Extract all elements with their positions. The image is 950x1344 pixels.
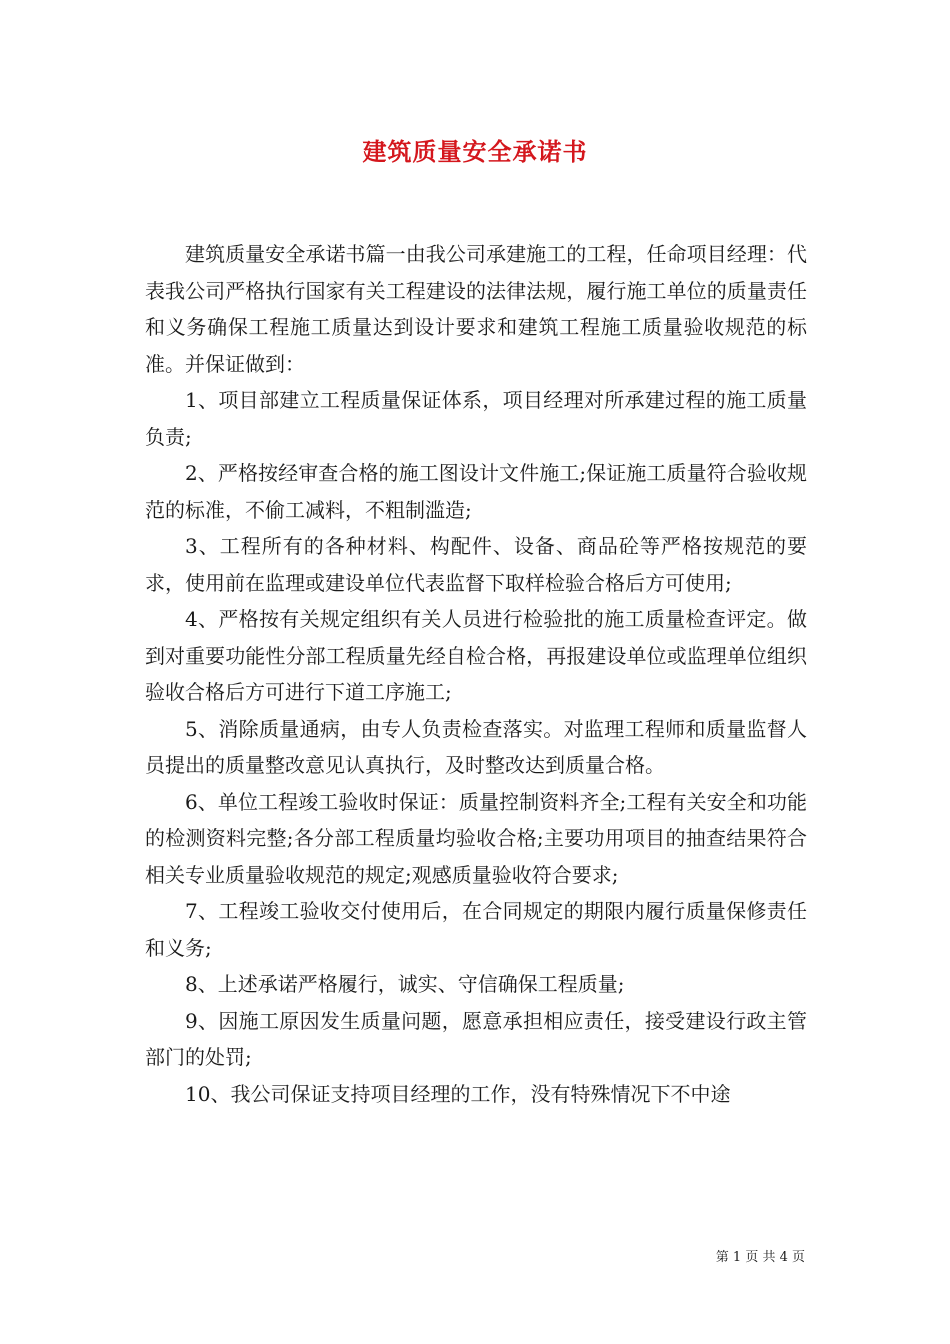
commitment-item-1: 1、项目部建立工程质量保证体系，项目经理对所承建过程的施工质量负责;	[145, 388, 807, 449]
commitment-item-2: 2、严格按经审查合格的施工图设计文件施工;保证施工质量符合验收规范的标准，不偷工减料，不粗制滥造;	[145, 461, 807, 522]
commitment-item-6: 6、单位工程竣工验收时保证：质量控制资料齐全;工程有关安全和功能的检测资料完整;各分部工程质量均验收合格;主要功用项目的抽查结果符合相关专业质量验收规范的规定;观感质量验收符合要求;	[145, 789, 807, 887]
document-body	[145, 236, 807, 1112]
page-number: 第 1 页 共 4 页	[715, 1250, 805, 1265]
commitment-item-3: 3、工程所有的各种材料、构配件、设备、商品砼等严格按规范的要求，使用前在监理或建设单位代表监督下取样检验合格后方可使用;	[145, 534, 807, 595]
commitment-item-4: 4、严格按有关规定组织有关人员进行检验批的施工质量检查评定。做到对重要功能性分部工程质量先经自检合格，再报建设单位或监理单位组织验收合格后方可进行下道工序施工;	[145, 607, 807, 704]
commitment-item-8: 8、上述承诺严格履行，诚实、守信确保工程质量;	[185, 972, 625, 996]
intro-paragraph: 建筑质量安全承诺书篇一由我公司承建施工的工程，任命项目经理：代表我公司严格执行国家有关工程建设的法律法规，履行施工单位的质量责任和义务确保工程施工质量达到设计要求和建筑工程施工质量验收规范的标准。并保证做到：	[145, 242, 807, 376]
commitment-item-10: 10、我公司保证支持项目经理的工作，没有特殊情况下不中途	[185, 1081, 731, 1106]
commitment-item-5: 5、消除质量通病，由专人负责检查落实。对监理工程师和质量监督人员提出的质量整改意见认真执行，及时整改达到质量合格。	[145, 716, 807, 777]
commitment-item-7: 7、工程竣工验收交付使用后，在合同规定的期限内履行质量保修责任和义务;	[145, 899, 807, 960]
document-title: 建筑质量安全承诺书	[362, 137, 588, 166]
commitment-item-9: 9、因施工原因发生质量问题，愿意承担相应责任，接受建设行政主管部门的处罚;	[145, 1008, 807, 1069]
